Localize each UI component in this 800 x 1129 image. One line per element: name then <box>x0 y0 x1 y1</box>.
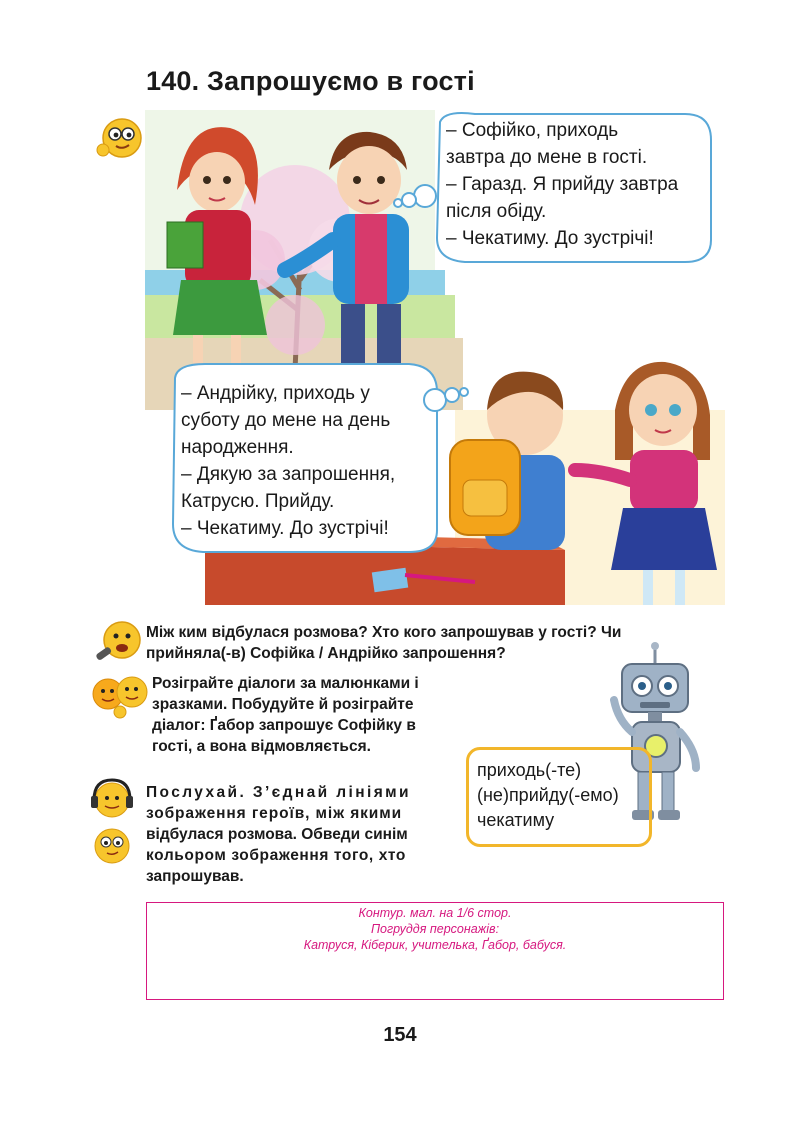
pair-work-smileys-icon <box>90 672 150 722</box>
task-3 <box>146 782 411 887</box>
listening-smiley-icon <box>90 778 136 874</box>
key-word: приходь(-те) <box>477 760 582 780</box>
key-words-box <box>466 747 652 847</box>
dialog-2-text <box>181 380 395 542</box>
dialog-2-line: народження. <box>181 437 294 458</box>
task-1-line: Між ким відбулася розмова? Хто кого запрошував у гості? Чи <box>146 624 622 641</box>
task-3-line: запрошував. <box>146 868 244 885</box>
boy-andriyko <box>450 372 565 550</box>
dialog-1-line: після обіду. <box>446 201 547 222</box>
dialog-1-line: – Софійко, приходь <box>446 120 619 141</box>
note-line: Катруся, Кіберик, учителька, Ґабор, бабуся. <box>303 938 567 952</box>
task-2-line: гості, а вона відмовляється. <box>152 738 371 755</box>
task-3-line: зображення героїв, між якими <box>146 805 403 822</box>
speaking-smiley-icon <box>92 618 146 666</box>
lesson-title: 140. Запрошуємо в гості <box>146 66 475 96</box>
thinking-smiley-icon <box>92 110 144 160</box>
key-word: чекатиму <box>477 810 555 830</box>
dialog-2-line: суботу до мене на день <box>181 410 391 431</box>
dialog-1-line: завтра до мене в гості. <box>446 147 648 168</box>
dialog-2-line: – Чекатиму. До зустрічі! <box>181 518 389 539</box>
note-line: Контур. мал. на 1/6 стор. <box>358 906 512 920</box>
dialog-1-text <box>446 117 678 252</box>
dialog-1-line: – Чекатиму. До зустрічі! <box>446 228 654 249</box>
page-number: 154 <box>383 1024 417 1046</box>
task-2 <box>152 673 419 757</box>
dialog-2-line: – Дякую за запрошення, <box>181 464 396 485</box>
dialog-1-line: – Гаразд. Я прийду завтра <box>446 174 679 195</box>
illustration-placeholder-note <box>146 902 724 1000</box>
key-word: (не)прийду(-емо) <box>477 785 619 805</box>
note-line: Погруддя персонажів: <box>370 922 500 936</box>
dialog-2-line: Катрусю. Прийду. <box>181 491 335 512</box>
task-1-line: прийняла(-в) Софійка / Андрійко запрошення? <box>146 645 506 662</box>
task-2-line: зразками. Побудуйте й розіграйте <box>152 696 414 713</box>
task-2-line: діалог: Ґабор запрошує Софійку в <box>152 717 416 734</box>
task-3-line: відбулася розмова. Обведи синім <box>146 826 408 843</box>
dialog-2-line: – Андрійку, приходь у <box>181 383 370 404</box>
task-1 <box>146 622 621 664</box>
task-3-line: кольором зображення того, хто <box>146 847 406 864</box>
task-2-line: Розіграйте діалоги за малюнками і <box>152 675 419 692</box>
task-3-line: Послухай. З’єднай лініями <box>146 784 411 801</box>
